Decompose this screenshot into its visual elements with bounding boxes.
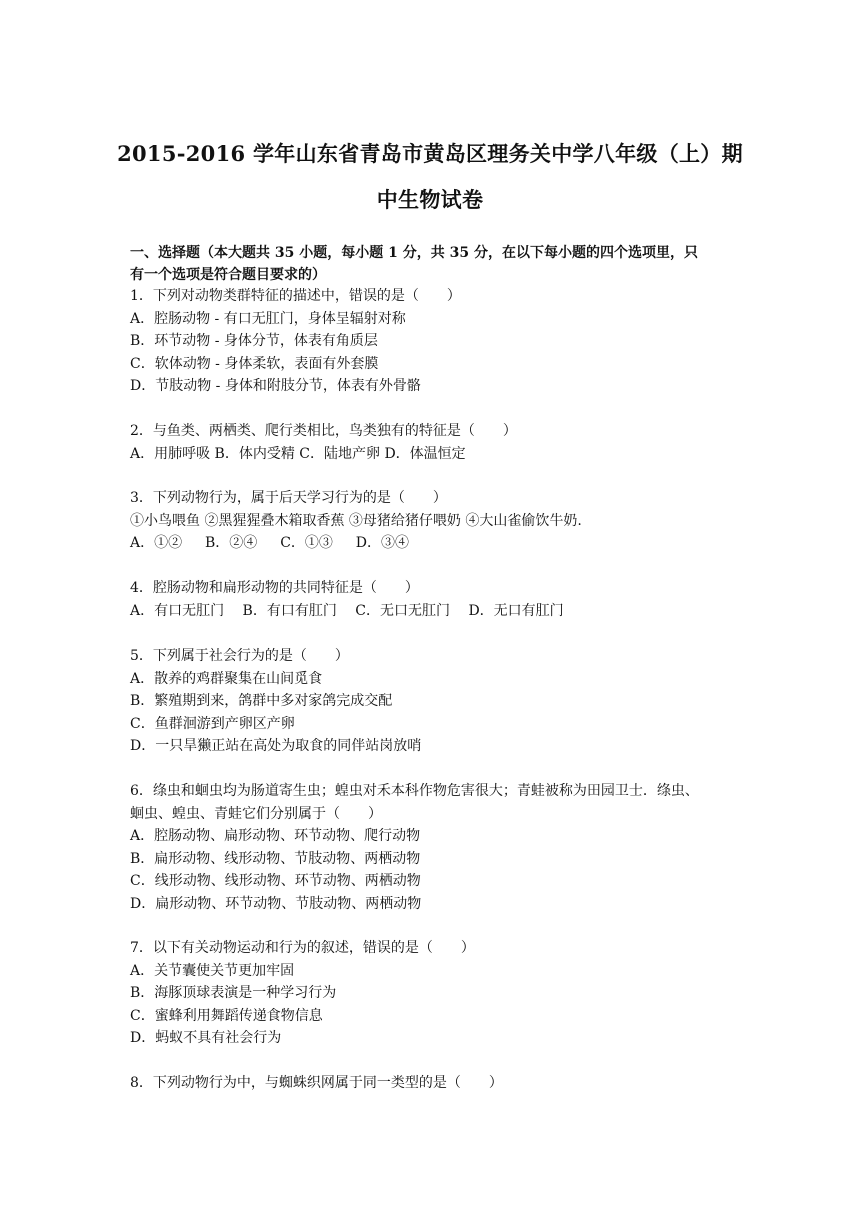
question-4 bbox=[130, 577, 740, 622]
question-8-stem: 8．下列动物行为中，与蜘蛛织网属于同一类型的是（ ） bbox=[130, 1075, 503, 1091]
question-5-option-d: D．一只旱獭正站在高处为取食的同伴站岗放哨 bbox=[130, 738, 422, 755]
question-7-option-c: C．蜜蜂利用舞蹈传递食物信息 bbox=[130, 1007, 323, 1024]
question-7-option-b: B．海豚顶球表演是一种学习行为 bbox=[130, 985, 337, 1002]
question-5-option-b: B．繁殖期到来，鸽群中多对家鸽完成交配 bbox=[130, 693, 393, 710]
question-7-stem: 7．以下有关动物运动和行为的叙述，错误的是（ ） bbox=[130, 940, 475, 956]
question-6-stem-line-1: 6．绦虫和蛔虫均为肠道寄生虫；蝗虫对禾本科作物危害很大；青蛙被称为田园卫士．绦虫、 bbox=[130, 783, 699, 799]
question-7-option-d: D．蚂蚁不具有社会行为 bbox=[130, 1030, 282, 1047]
question-2 bbox=[130, 420, 740, 465]
question-5-stem: 5．下列属于社会行为的是（ ） bbox=[130, 648, 349, 664]
question-7 bbox=[130, 937, 740, 1050]
section-heading-line-1: 一、选择题（本大题共 35 小题，每小题 1 分，共 35 分，在以下每小题的四个选项里，只 bbox=[130, 245, 698, 261]
exam-title-line-2: 中生物试卷 bbox=[376, 187, 484, 212]
question-1-option-a: A．腔肠动物 - 有口无肛门，身体呈辐射对称 bbox=[130, 310, 406, 327]
question-3 bbox=[130, 487, 740, 555]
question-5-option-c: C．鱼群洄游到产卵区产卵 bbox=[130, 715, 295, 732]
question-4-options: A．有口无肛门 B．有口有肛门 C．无口无肛门 D．无口有肛门 bbox=[130, 602, 564, 619]
question-3-items: ①小鸟喂鱼 ②黑猩猩叠木箱取香蕉 ③母猪给猪仔喂奶 ④大山雀偷饮牛奶. bbox=[130, 512, 582, 529]
question-6-stem-line-2: 蛔虫、蝗虫、青蛙它们分别属于（ ） bbox=[130, 805, 382, 822]
question-1-option-c: C．软体动物 - 身体柔软，表面有外套膜 bbox=[130, 355, 379, 372]
question-3-options: A．①② B．②④ C．①③ D．③④ bbox=[130, 535, 410, 552]
question-2-options: A．用肺呼吸 B．体内受精 C．陆地产卵 D．体温恒定 bbox=[130, 445, 466, 462]
section-heading-line-2: 有一个选项是符合题目要求的） bbox=[130, 267, 326, 283]
question-6-option-a: A．腔肠动物、扁形动物、环节动物、爬行动物 bbox=[130, 828, 421, 845]
question-6 bbox=[130, 780, 740, 916]
question-5-option-a: A．散养的鸡群聚集在山间觅食 bbox=[130, 670, 323, 687]
question-8 bbox=[130, 1072, 740, 1095]
question-6-option-c: C．线形动物、线形动物、环节动物、两栖动物 bbox=[130, 873, 421, 890]
question-2-stem: 2．与鱼类、两栖类、爬行类相比，鸟类独有的特征是（ ） bbox=[130, 423, 517, 439]
question-1-option-b: B．环节动物 - 身体分节，体表有角质层 bbox=[130, 333, 378, 350]
question-6-option-d: D．扁形动物、环节动物、节肢动物、两栖动物 bbox=[130, 895, 422, 912]
question-3-stem: 3．下列动物行为，属于后天学习行为的是（ ） bbox=[130, 490, 447, 506]
question-6-option-b: B．扁形动物、线形动物、节肢动物、两栖动物 bbox=[130, 850, 421, 867]
question-1-stem: 1．下列对动物类群特征的描述中，错误的是（ ） bbox=[130, 288, 461, 304]
question-7-option-a: A．关节囊使关节更加牢固 bbox=[130, 962, 295, 979]
exam-title-line-1: 2015-2016 学年山东省青岛市黄岛区理务关中学八年级（上）期 bbox=[117, 141, 743, 166]
question-4-stem: 4．腔肠动物和扁形动物的共同特征是（ ） bbox=[130, 580, 419, 596]
question-1 bbox=[130, 285, 740, 398]
section-heading bbox=[130, 242, 730, 286]
question-1-option-d: D．节肢动物 - 身体和附肢分节，体表有外骨骼 bbox=[130, 378, 421, 395]
question-5 bbox=[130, 645, 740, 758]
